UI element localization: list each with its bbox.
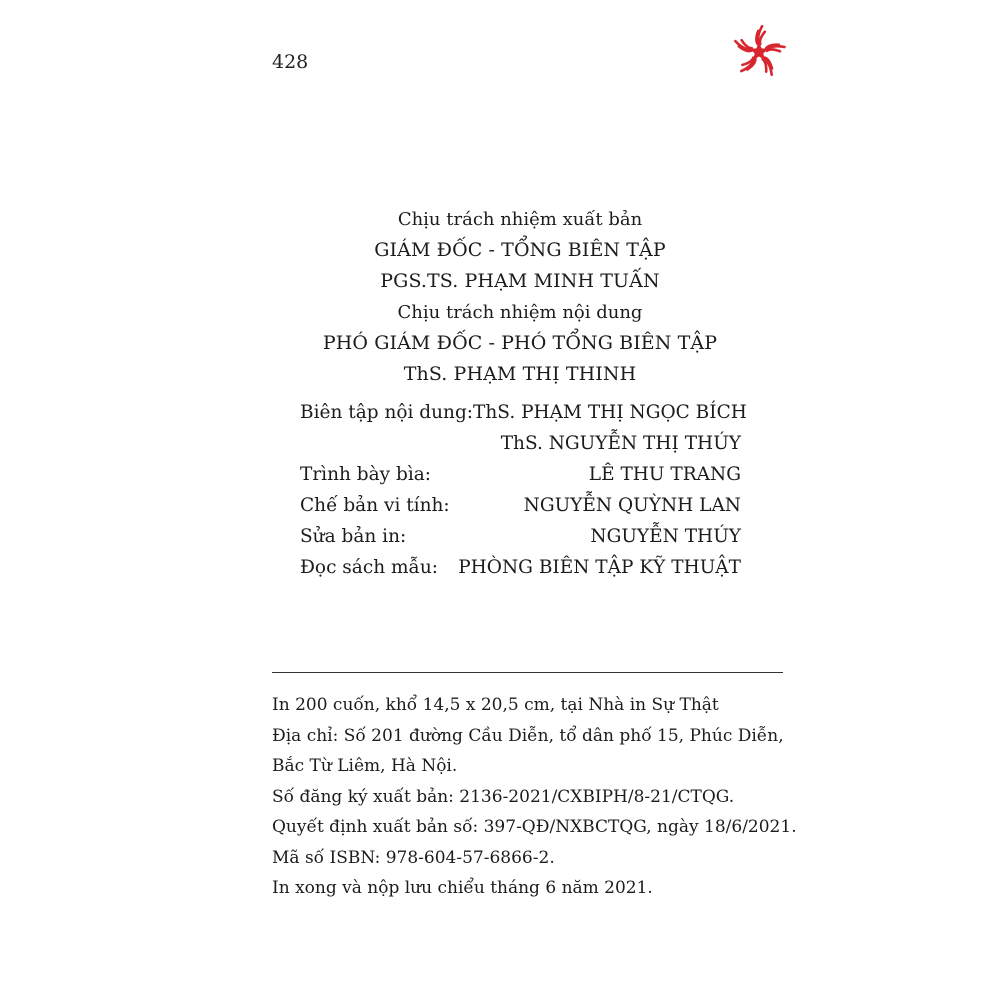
star-emblem-icon	[730, 24, 788, 80]
staff-row	[300, 552, 741, 583]
staff-name: ThS. NGUYỄN THỊ THÚY	[500, 433, 741, 454]
staff-name: LÊ THU TRANG	[588, 464, 741, 485]
imprint-line: Số đăng ký xuất bản: 2136-2021/CXBIPH/8-21/CTQG.	[272, 786, 735, 807]
content-responsibility-title: PHÓ GIÁM ĐỐC - PHÓ TỔNG BIÊN TẬP	[322, 332, 718, 354]
staff-name: NGUYỄN QUỲNH LAN	[523, 495, 741, 516]
staff-role: Chế bản vi tính:	[300, 495, 450, 516]
staff-row	[300, 459, 741, 490]
staff-credits	[300, 397, 747, 583]
staff-role: Sửa bản in:	[300, 526, 407, 547]
logo-petal	[763, 59, 767, 72]
imprint-line: Bắc Từ Liêm, Hà Nội.	[272, 756, 458, 776]
publisher-logo	[730, 24, 788, 80]
imprint-line: Địa chỉ: Số 201 đường Cầu Diễn, tổ dân phố 15, Phúc Diễn,	[272, 725, 784, 746]
logo-petal	[760, 32, 765, 44]
staff-row	[300, 428, 741, 459]
divider	[272, 672, 783, 673]
staff-name: PHÒNG BIÊN TẬP KỸ THUẬT	[458, 557, 741, 578]
staff-name: NGUYỄN THÚY	[590, 526, 741, 547]
staff-row	[300, 397, 747, 428]
publication-responsibility-label: Chịu trách nhiệm xuất bản	[397, 209, 643, 230]
publication-responsibility-title: GIÁM ĐỐC - TỔNG BIÊN TẬP	[374, 239, 666, 261]
content-responsibility-label: Chịu trách nhiệm nội dung	[397, 302, 643, 323]
imprint-line: Quyết định xuất bản số: 397-QĐ/NXBCTQG, ngày 18/6/2021.	[272, 817, 797, 837]
imprint-block	[272, 690, 797, 904]
page-number: 428	[272, 51, 309, 73]
imprint-line: In 200 cuốn, khổ 14,5 x 20,5 cm, tại Nhà in Sự Thật	[272, 695, 719, 715]
staff-role: Biên tập nội dung:	[300, 402, 474, 423]
staff-role: Trình bày bìa:	[300, 464, 432, 485]
imprint-line: Mã số ISBN: 978-604-57-6866-2.	[272, 847, 555, 868]
responsibility-block	[250, 204, 790, 390]
imprint-line: In xong và nộp lưu chiểu tháng 6 năm 2021.	[272, 878, 653, 898]
staff-row	[300, 490, 741, 521]
content-responsibility-person: ThS. PHẠM THỊ THINH	[403, 363, 637, 385]
staff-role: Đọc sách mẫu:	[300, 557, 439, 578]
staff-name: ThS. PHẠM THỊ NGỌC BÍCH	[473, 402, 747, 423]
logo-petal	[767, 49, 780, 51]
publication-responsibility-person: PGS.TS. PHẠM MINH TUẤN	[380, 270, 660, 292]
staff-row	[300, 521, 741, 552]
